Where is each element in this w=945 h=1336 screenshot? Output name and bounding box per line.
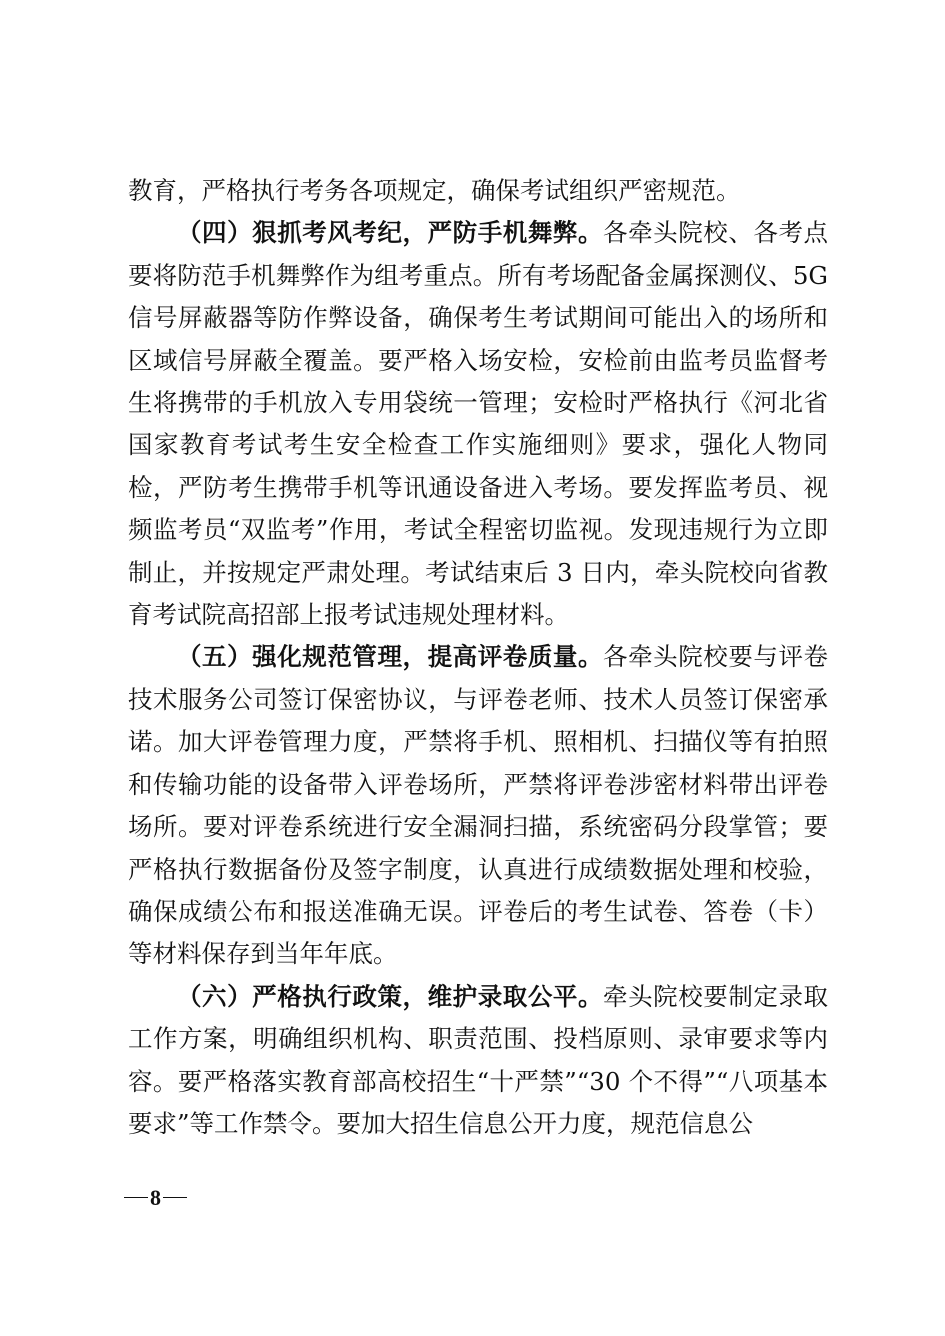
- paragraph-heading: （四）狠抓考风考纪，严防手机舞弊。: [177, 218, 604, 248]
- document-body: [128, 170, 828, 1145]
- paragraph-text: 各牵头院校要与评卷技术服务公司签订保密协议，与评卷老师、技术人员签订保密承诺。加大评卷管理力度，严禁将手机、照相机、扫描仪等有拍照和传输功能的设备带入评卷场所，严禁将评卷涉密材料带出评卷场所。要对评卷系统进行安全漏洞扫描，系统密码分段掌管；要严格执行数据备份及签字制度，认真进行成绩数据处理和校验，确保成绩公布和报送准确无误。评卷后的考生试卷、答卷（卡）等材料保存到当年年底。: [128, 642, 829, 969]
- page-footer: [124, 1183, 187, 1214]
- footer-dash-left: [124, 1197, 148, 1198]
- paragraph-heading: （六）严格执行政策，维护录取公平。: [177, 981, 604, 1011]
- paragraph-text: 牵头院校要制定录取工作方案，明确组织机构、职责范围、投档原则、录审要求等内容。要严格落实教育部高校招生“十严禁”“30 个不得”“八项基本要求”等工作禁令。要加大招生信息公开力度，规范信息公: [128, 981, 829, 1138]
- paragraph-text: 各牵头院校、各考点要将防范手机舞弊作为组考重点。所有考场配备金属探测仪、5G信号屏蔽器等防作弊设备，确保考生考试期间可能出入的场所和区域信号屏蔽全覆盖。要严格入场安检，安检前由监考员监督考生将携带的手机放入专用袋统一管理；安检时严格执行《河北省国家教育考试考生安全检查工作实施细则》要求，强化人物同检，严防考生携带手机等讯通设备进入考场。要发挥监考员、视频监考员“双监考”作用，考试全程密切监视。发现违规行为立即制止，并按规定严肃处理。考试结束后 3 日内，牵头院校向省教育考试院高招部上报考试违规处理材料。: [128, 218, 829, 630]
- page-number: 8: [150, 1185, 161, 1210]
- paragraph-heading: （五）强化规范管理，提高评卷质量。: [177, 642, 604, 672]
- paragraph-section-5: [128, 636, 828, 975]
- paragraph-continuation: [128, 170, 828, 212]
- paragraph-text: 教育，严格执行考务各项规定，确保考试组织严密规范。: [128, 176, 741, 205]
- footer-dash-right: [163, 1197, 187, 1198]
- paragraph-section-6: [128, 976, 828, 1146]
- paragraph-section-4: [128, 212, 828, 636]
